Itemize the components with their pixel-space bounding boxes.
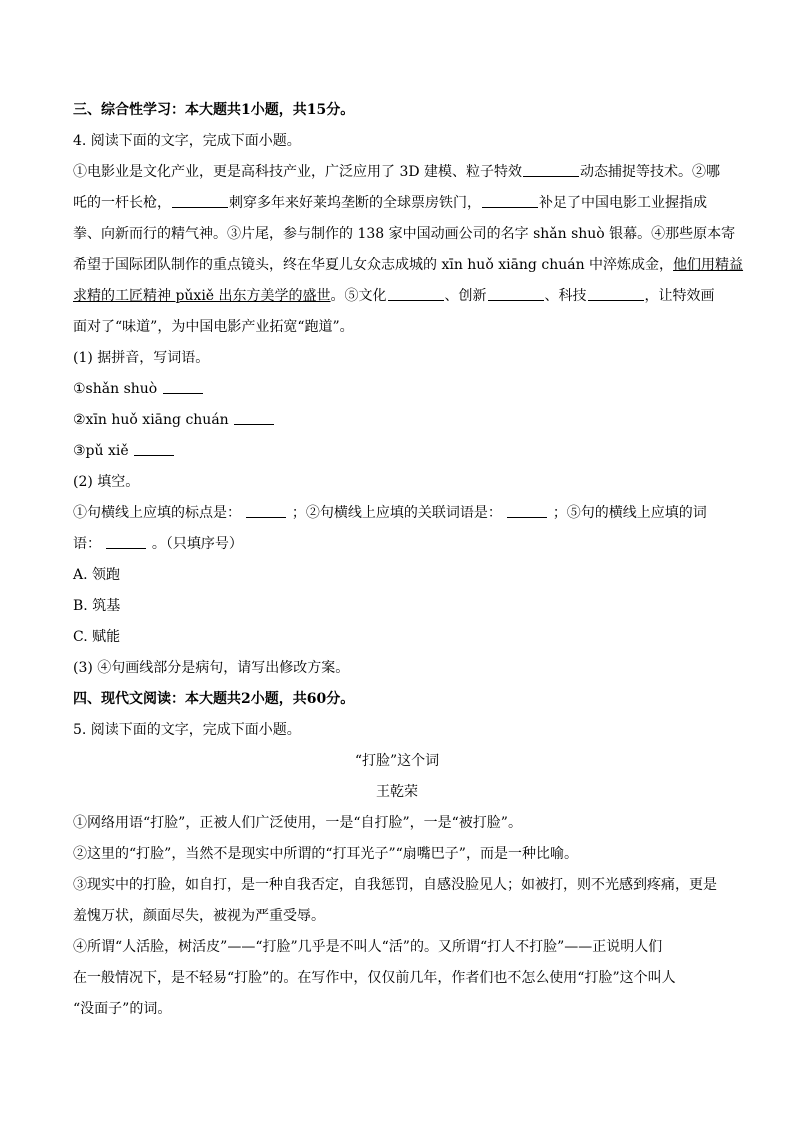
passage-text: ①电影业是文化产业，更是高科技产业，广泛应用了 3D 建模、粒子特效 [73, 164, 523, 180]
fill-prompt: ；⑤句的横线上应填的词 [552, 505, 707, 521]
q4-sub3-title: (3) ④句画线部分是病句，请写出修改方案。 [73, 660, 350, 676]
underlined-sentence: 他们用精益 [673, 257, 744, 273]
article-author: 王乾荣 [376, 784, 418, 800]
q4-passage-line-1 [73, 157, 721, 188]
q4-sub2-line-2 [73, 529, 721, 560]
q4-sub2-title: (2) 填空。 [73, 474, 140, 490]
q4-sub1-item-3 [73, 436, 721, 467]
answer-blank [106, 534, 146, 549]
answer-blank [488, 286, 544, 301]
q4-sub2-line-1 [73, 498, 721, 529]
passage-text: 。⑤文化 [330, 288, 387, 304]
q5-intro: 5. 阅读下面的文字，完成下面小题。 [73, 722, 301, 738]
q4-intro: 4. 阅读下面的文字，完成下面小题。 [73, 133, 301, 149]
answer-blank [482, 193, 538, 208]
pinyin-prompt: ③pǔ xiě [73, 443, 129, 459]
answer-blank [172, 193, 228, 208]
answer-blank [388, 286, 444, 301]
q4-passage-line-5 [73, 281, 721, 312]
q4-sub1-item-1 [73, 374, 721, 405]
option-b: B. 筑基 [73, 598, 121, 614]
article-paragraph-4-line-2: 在一般情况下，是不轻易“打脸”的。在写作中，仅仅前几年，作者们也不怎么使用“打脸”这个叫人 [73, 970, 676, 986]
answer-blank [234, 410, 274, 425]
passage-text: 吒的一杆长枪， [73, 195, 171, 211]
document-content [73, 95, 744, 1025]
answer-blank [134, 441, 174, 456]
article-paragraph-2: ②这里的“打脸”，当然不是现实中所谓的“打耳光子”“扇嘴巴子”，而是一种比喻。 [73, 846, 578, 862]
fill-prompt: 语： [73, 536, 101, 552]
underlined-sentence: 求精的工匠精神 pǔxiě 出东方美学的盛世 [73, 288, 331, 304]
fill-prompt: 。（只填序号） [151, 536, 243, 552]
passage-text: 动态捕捉等技术。②哪 [580, 164, 721, 180]
article-paragraph-3-line-2: 羞愧万状，颜面尽失，被视为严重受辱。 [73, 908, 325, 924]
article-paragraph-4-line-3: “没面子”的词。 [73, 1001, 172, 1017]
pinyin-prompt: ①shǎn shuò [73, 381, 158, 397]
q4-sub1-item-2 [73, 405, 721, 436]
pinyin-prompt: ②xīn huǒ xiāng chuán [73, 412, 229, 428]
article-paragraph-4-line-1: ④所谓“人活脸，树活皮”——“打脸”几乎是不叫人“活”的。又所谓“打人不打脸”——正说明人们 [73, 939, 663, 955]
q4-passage-line-2 [73, 188, 721, 219]
answer-blank [588, 286, 644, 301]
passage-text: 、科技 [544, 288, 587, 304]
article-title: “打脸”这个词 [354, 753, 440, 769]
q4-passage-line-4 [73, 250, 744, 281]
q4-passage-line-3: 拳、向新而行的精气神。③片尾，参与制作的 138 家中国动画公司的名字 shǎn shuò 银幕。④那些原本寄 [73, 226, 736, 242]
passage-text: ，让特效画 [644, 288, 715, 304]
passage-text: 、创新 [444, 288, 487, 304]
answer-blank [507, 503, 547, 518]
fill-prompt: ；②句横线上应填的关联词语是： [291, 505, 502, 521]
fill-prompt: ①句横线上应填的标点是： [73, 505, 241, 521]
option-a: A. 领跑 [73, 567, 121, 583]
passage-text: 刺穿多年来好莱坞垄断的全球票房铁门， [229, 195, 481, 211]
passage-text: 补足了中国电影工业握指成 [539, 195, 707, 211]
article-paragraph-3-line-1: ③现实中的打脸，如自打，是一种自我否定，自我惩罚，自感没脸见人；如被打，则不光感到疼痛，更是 [73, 877, 717, 893]
answer-blank [163, 379, 203, 394]
option-c: C. 赋能 [73, 629, 121, 645]
section4-heading: 四、现代文阅读：本大题共2小题，共60分。 [73, 691, 355, 707]
q4-passage-line-6: 面对了“味道”，为中国电影产业拓宽“跑道”。 [73, 319, 354, 335]
article-paragraph-1: ①网络用语“打脸”，正被人们广泛使用，一是“自打脸”，一是“被打脸”。 [73, 815, 522, 831]
q4-sub1-title: (1) 据拼音，写词语。 [73, 350, 210, 366]
answer-blank [523, 162, 579, 177]
passage-text: 希望于国际团队制作的重点镜头，终在华夏儿女众志成城的 xīn huǒ xiāng chuán 中淬炼成金， [73, 257, 674, 273]
answer-blank [246, 503, 286, 518]
section3-heading: 三、综合性学习：本大题共1小题，共15分。 [73, 102, 355, 118]
